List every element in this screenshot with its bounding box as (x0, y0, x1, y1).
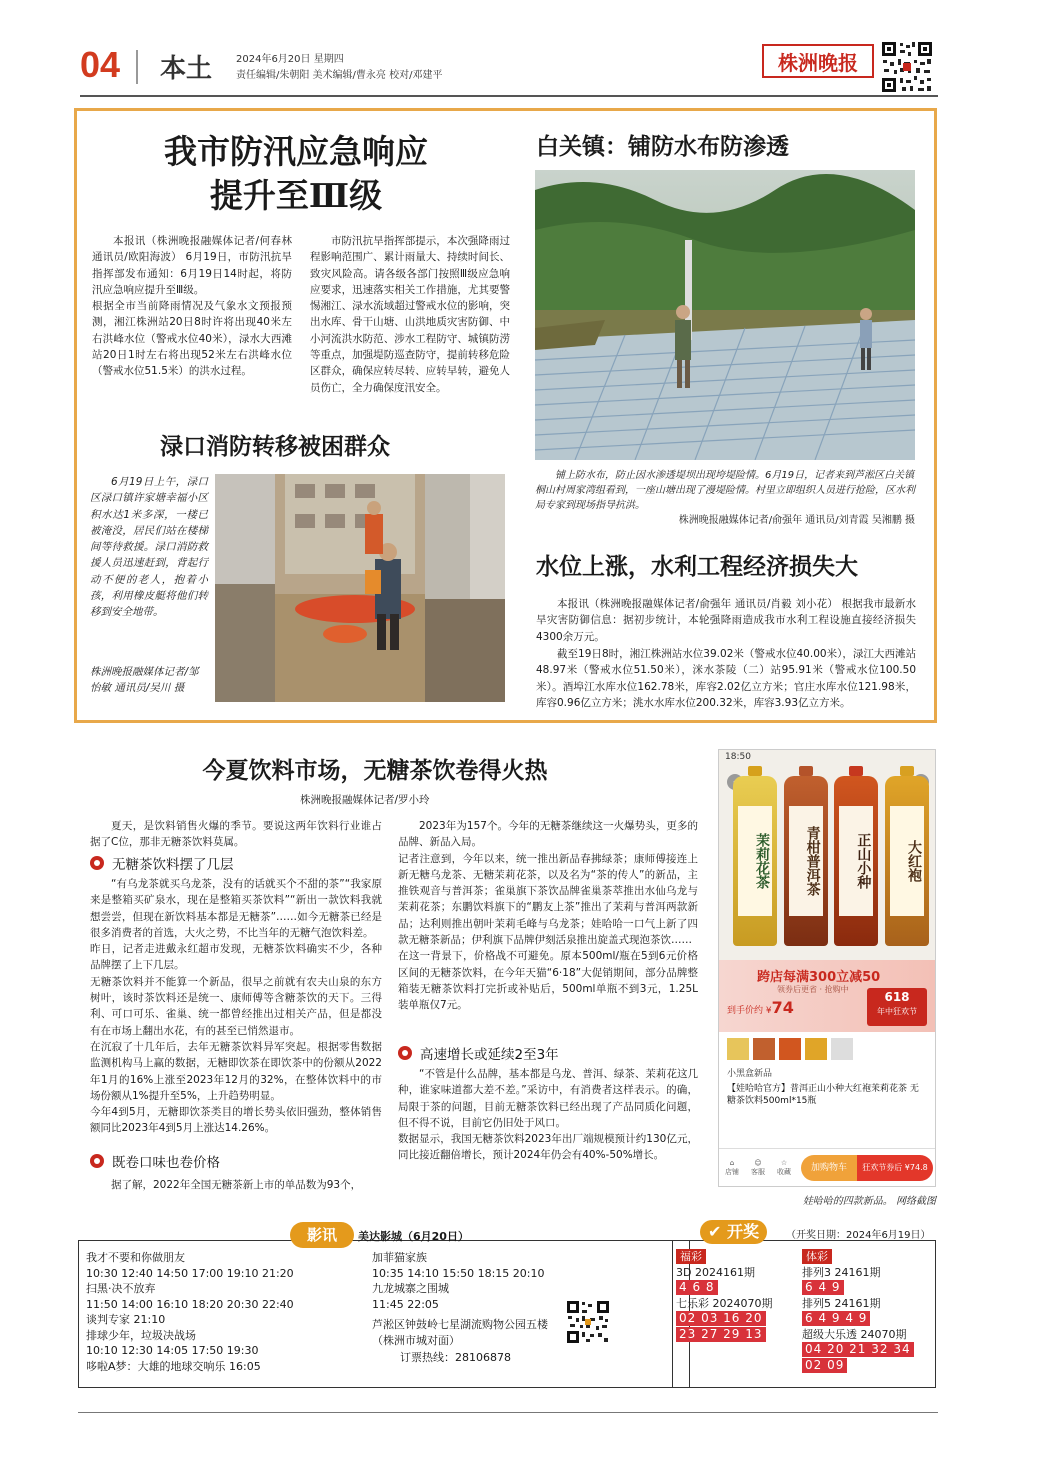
product-title[interactable]: 【娃哈哈官方】普洱正山小种大红袍茉莉花茶 无糖茶饮料500ml*15瓶 (727, 1084, 919, 1106)
nav-store-label: 店铺 (725, 1167, 739, 1176)
drink-section-2-title: 既卷口味也卷价格 (112, 1155, 220, 1171)
drink-section-3 (398, 1043, 559, 1063)
cinema-phone: 订票热线：28106878 (400, 1351, 511, 1364)
header-rule (80, 95, 938, 97)
lukou-credit: 株洲晚报融媒体记者/邹怡敏 通讯员/吴川 摄 (90, 666, 199, 695)
flood-headline (100, 130, 492, 218)
badge-sub: 年中狂欢节 (877, 1007, 917, 1016)
bottle-label: 大红袍 (890, 806, 924, 916)
qlc-numbers-1: 02 03 16 20 (676, 1311, 766, 1326)
movie-times: 10:35 14:10 15:50 18:15 20:10 (372, 1266, 545, 1280)
drink-section-2 (90, 1151, 220, 1171)
water-headline: 水位上涨，水利工程经济损失大 (536, 553, 858, 580)
drink-section-2-body: 据了解，2022年全国无糖茶新上市的单品数为93个， (111, 1179, 362, 1191)
flood-headline-line1: 我市防汛应急响应 (164, 132, 428, 171)
lottery-title: ✔ 开奖 (700, 1220, 767, 1244)
lottery-title-text: 开奖 (726, 1222, 759, 1241)
qr-code-icon (880, 40, 934, 94)
cinema-list-left (86, 1250, 361, 1374)
drink-section-1 (90, 853, 234, 873)
nav-store[interactable]: ⌂ 店铺 (725, 1158, 739, 1176)
drink-headline: 今夏饮料市场，无糖茶饮卷得火热 (202, 757, 548, 784)
product-gallery (719, 750, 935, 960)
p5-issue: 排列5 24161期 (802, 1296, 881, 1310)
cinema-qr-icon (566, 1300, 610, 1344)
movie-name: 我才不要和你做朋友 (86, 1251, 185, 1264)
drink-byline: 株洲晚报融媒体记者/罗小玲 (300, 794, 430, 806)
bottle-zhengshan (834, 766, 878, 956)
bottle-label: 青柑普洱茶 (789, 806, 823, 916)
section-title: 本土 (160, 54, 213, 84)
thumb-row (719, 1032, 935, 1066)
promo-sub: 领券后更省 · 抢购中 (777, 985, 849, 994)
ticai-column (802, 1248, 932, 1373)
drink-intro: 夏天，是饮料销售火爆的季节。要说这两年饮料行业谁占据了C位，那非无糖茶饮料莫属。 (90, 820, 382, 849)
bottom-bar (719, 1148, 936, 1186)
movie-name: 谈判专家 21:10 (86, 1313, 166, 1326)
d3-numbers: 4 6 8 (676, 1280, 718, 1295)
flood-headline-line2: 提升至Ⅲ级 (209, 176, 383, 215)
618-badge (867, 988, 927, 1026)
water-para1: 本报讯（株洲晚报融媒体记者/俞强年 通讯员/肖毅 刘小花） 根据我市最新水旱灾害防御信息：据初步统计，本轮强降雨造成我市水利工程设施直接经济损失4300余万元。 (536, 598, 916, 643)
nav-favorite-label: 收藏 (777, 1167, 791, 1176)
qlc-issue: 七乐彩 2024070期 (676, 1296, 773, 1310)
shop-screenshot (718, 749, 936, 1187)
bottle-puer (784, 766, 828, 956)
water-para2: 截至19日8时，湘江株洲站水位39.02米（警戒水位40.00米），渌江大西滩站48.97米（警戒水位51.50米），洣水茶陵（二）站95.91米（警戒水位100.50米）。酒埠江水库水位162.78米，库容2.02亿立方米；官庄水库水位121.98米，库容0.96亿立方米；洮水水库水位200.32米，库容3.93亿立方米。 (536, 648, 916, 709)
price-value: 74 (771, 998, 794, 1017)
drink-section-3-title: 高速增长或延续2至3年 (420, 1047, 559, 1063)
dlt-numbers-back: 02 09 (802, 1358, 847, 1373)
movie-times: 11:45 22:05 (372, 1297, 439, 1311)
newspaper-logo: 株洲晚报 (762, 44, 874, 78)
nav-favorite[interactable]: ☆ 收藏 (777, 1158, 791, 1176)
ticai-tag: 体彩 (802, 1249, 832, 1264)
footer-rule (78, 1412, 938, 1413)
movie-times: 10:10 12:30 14:05 17:50 19:30 (86, 1344, 259, 1357)
nav-service-label: 客服 (751, 1167, 765, 1176)
p5-numbers: 6 4 9 4 9 (802, 1311, 870, 1326)
fucai-column (676, 1248, 796, 1342)
issue-date: 2024年6月20日 星期四 (236, 54, 344, 65)
bottle-dahongpao (885, 766, 929, 956)
editor-credits: 责任编辑/朱朝阳 美术编辑/曹永亮 校对/邓建平 (236, 70, 443, 81)
bottle-label: 正山小种 (839, 806, 873, 916)
drink-col2-body: 2023年为157个。今年的无糖茶继续这一火爆势头，更多的品牌、新品入局。 记者注意到，今年以来，统一推出新品春拂绿茶；康师傅接连上新无糖乌龙茶、无糖茉莉花茶，以及名为“茶的传人”的新品，主推铁观音与普洱茶；雀巢旗下茶饮品牌雀巢茶萃推出水仙乌龙与茉莉花茶；东鹏饮料旗下的“鹏友上茶”推出了茉莉与普洱两款新品；达利则推出朝叶茉莉毛峰与乌龙茶；娃哈哈一口气上新了四款无糖茶新品；伊利旗下品牌伊刻活泉推出旋盖式现泡茶饮…… 在这一背景下，价格战不可避免。原本500ml/瓶在5到6元价格区间的无糖茶饮料，在今年天猫“6·18”大促销期间，部分品牌整箱装无糖茶饮料打完折或补贴后，500ml单瓶不到3元，1.25L装单瓶仅7元。 (398, 820, 698, 1012)
screenshot-caption: 娃哈哈的四款新品。 网络截图 (802, 1196, 936, 1207)
dlt-numbers-front: 04 20 21 32 34 (802, 1342, 914, 1357)
movie-name: 九龙城寨之围城 (372, 1282, 449, 1295)
movie-times: 11:50 14:00 16:10 18:20 20:30 22:40 (86, 1297, 294, 1311)
cinema-tag: 影讯 (290, 1222, 354, 1248)
bullet-icon (90, 856, 104, 870)
baiguan-photo (535, 170, 915, 460)
p3-issue: 排列3 24161期 (802, 1265, 881, 1279)
fucai-tag: 福彩 (676, 1249, 706, 1264)
cinema-list-right (372, 1250, 557, 1312)
cinema-address: 芦淞区钟鼓岭七星湖流购物公园五楼（株洲市城对面） (372, 1318, 548, 1347)
status-time: 18:50 (725, 752, 751, 762)
drink-section-3-body: “不管是什么品牌，基本都是乌龙、普洱、绿茶、茉莉花这几种，谁家味道都大差不差。”采访中，有消费者这样表示。的确，局限于茶的问题，目前无糖茶饮料已经出现了产品同质化问题，但不得不说，目前它仍旧处于风口。 数据显示，我国无糖茶饮料2023年出厂端规模预计约130亿元，同比接近翻倍增长，预计2024年仍会有40%-50%增长。 (398, 1068, 698, 1162)
p3-numbers: 6 4 9 (802, 1280, 844, 1295)
lukou-photo (215, 474, 505, 702)
page-number: 04 (80, 44, 121, 85)
divider (136, 50, 138, 84)
bottle-row (733, 766, 929, 956)
bullet-icon (90, 1154, 104, 1168)
baiguan-caption: 铺上防水布，防止因水渗透堤坝出现垮堤险情。6月19日，记者来到芦淞区白关镇桐山村周家湾组看到，一座山塘出现了漫堤险情。村里立即组织人员进行抢险，区水利局专家到现场指导抗洪。 (535, 470, 915, 511)
price-label: 到手价约 ¥74 (727, 998, 794, 1017)
dlt-issue: 超级大乐透 24070期 (802, 1327, 907, 1341)
badge-title: 618 (884, 990, 910, 1004)
qlc-numbers-2: 23 27 29 13 (676, 1327, 766, 1342)
promo-text: 跨店每满300立减50 (757, 970, 881, 985)
lottery-date: （开奖日期：2024年6月19日） (786, 1230, 931, 1241)
movie-name: 排球少年，垃圾决战场 (86, 1328, 196, 1342)
bottle-label: 茉莉花茶 (738, 806, 772, 916)
add-to-cart-button[interactable]: 加购物车 (801, 1155, 857, 1181)
flood-article-col2: 市防汛抗旱指挥部提示，本次强降雨过程影响范围广、累计雨量大、持续时间长、致灾风险高。请各级各部门按照Ⅲ级应急响应要求，迅速落实相关工作措施，尤其要警惕湘江、渌水流域超过警戒水位的影响，突出水库、骨干山塘、山洪地质灾害防御、中小河流洪水防范、涉水工程防守、城镇防涝等重点，加强堤防巡查防守，提前转移危险区群众，确保应转尽转、应转早转，避免人员伤亡，全力确保度汛安全。 (310, 235, 510, 394)
lukou-article: 6月19日上午，渌口区渌口镇许家塘幸福小区积水达1米多深，一楼已被淹没，居民们站在楼梯间等待救援。渌口消防救援人员迅速赶到，背起行动不便的老人，抱着小孩，利用橡皮艇将他们转移到安全地带。 (90, 476, 208, 619)
bullet-icon (398, 1046, 412, 1060)
baiguan-credit: 株洲晚报融媒体记者/俞强年 通讯员/刘青霞 吴湘鹏 摄 (678, 515, 915, 526)
flood-article-col1: 本报讯（株洲晚报融媒体记者/何春林 通讯员/欧阳海波） 6月19日，市防汛抗旱指挥部发布通知：6月19日14时起，将防汛应急响应提升至Ⅲ级。 根据全市当前降雨情况及气象水文预报预测，湘江株洲站20日8时许将出现40米左右洪峰水位（警戒水位40米），渌水大西滩站20日1时左右将出现52米左右洪峰水位（警戒水位51.5米）的洪水过程。 (92, 235, 292, 378)
store-name[interactable]: 小黑盒新品 (727, 1069, 773, 1079)
movie-name: 哆啦A梦：大雄的地球交响乐 16:05 (86, 1359, 261, 1373)
buy-now-button[interactable]: 狂欢节券后 ¥74.8 (857, 1155, 933, 1181)
d3-issue: 3D 2024161期 (676, 1265, 755, 1279)
price-label-text: 到手价约 (727, 1006, 764, 1016)
nav-service[interactable]: ☺ 客服 (751, 1158, 765, 1176)
drink-section-1-title: 无糖茶饮料摆了几层 (112, 857, 234, 873)
movie-name: 扫黑·决不放弃 (86, 1282, 156, 1295)
movie-name: 加菲猫家族 (372, 1251, 427, 1264)
baiguan-headline: 白关镇：铺防水布防渗透 (536, 133, 789, 160)
drink-section-1-body: “有乌龙茶就买乌龙茶，没有的话就买个不甜的茶”“我家原来是整箱买矿泉水，现在是整箱买茶饮料”“新出一款饮料我就想尝尝，但现在新饮料基本都是无糖茶”……如今无糖茶已经是很多消费者的首选，大火之势，不比当年的无糖气泡饮料差。 昨日，记者走进戴永红超市发现，无糖茶饮料确实不少，各种品牌摆了上下几层。 无糖茶饮料并不能算一个新品，很早之前就有农夫山泉的东方树叶，该时茶饮料还是统一、康师傅等含糖茶饮的天下。三得利、可口可乐、雀巢、统一都曾经推出过相关产品，但是都没有在市场上翻出水花，有的甚至已悄然退市。 在沉寂了十几年后，去年无糖茶饮料异军突起。根据零售数据监测机构马上赢的数据，无糖即饮茶在即饮茶中的份额从2022年1月的16%上涨至2023年12月的32%，在整体饮料中的市场份额从1%提升至5%，上升趋势明显。 今年4到5月，无糖即饮茶类目的增长势头依旧强劲，整体销售额同比2023年4到5月上涨达14.26%。 (90, 878, 382, 1135)
lukou-headline: 渌口消防转移被困群众 (160, 433, 390, 460)
promo-banner[interactable] (719, 960, 935, 1032)
cinema-title: 美达影城（6月20日） (358, 1230, 469, 1243)
movie-times: 10:30 12:40 14:50 17:00 19:10 21:20 (86, 1266, 294, 1280)
bottle-jasmine (733, 766, 777, 956)
